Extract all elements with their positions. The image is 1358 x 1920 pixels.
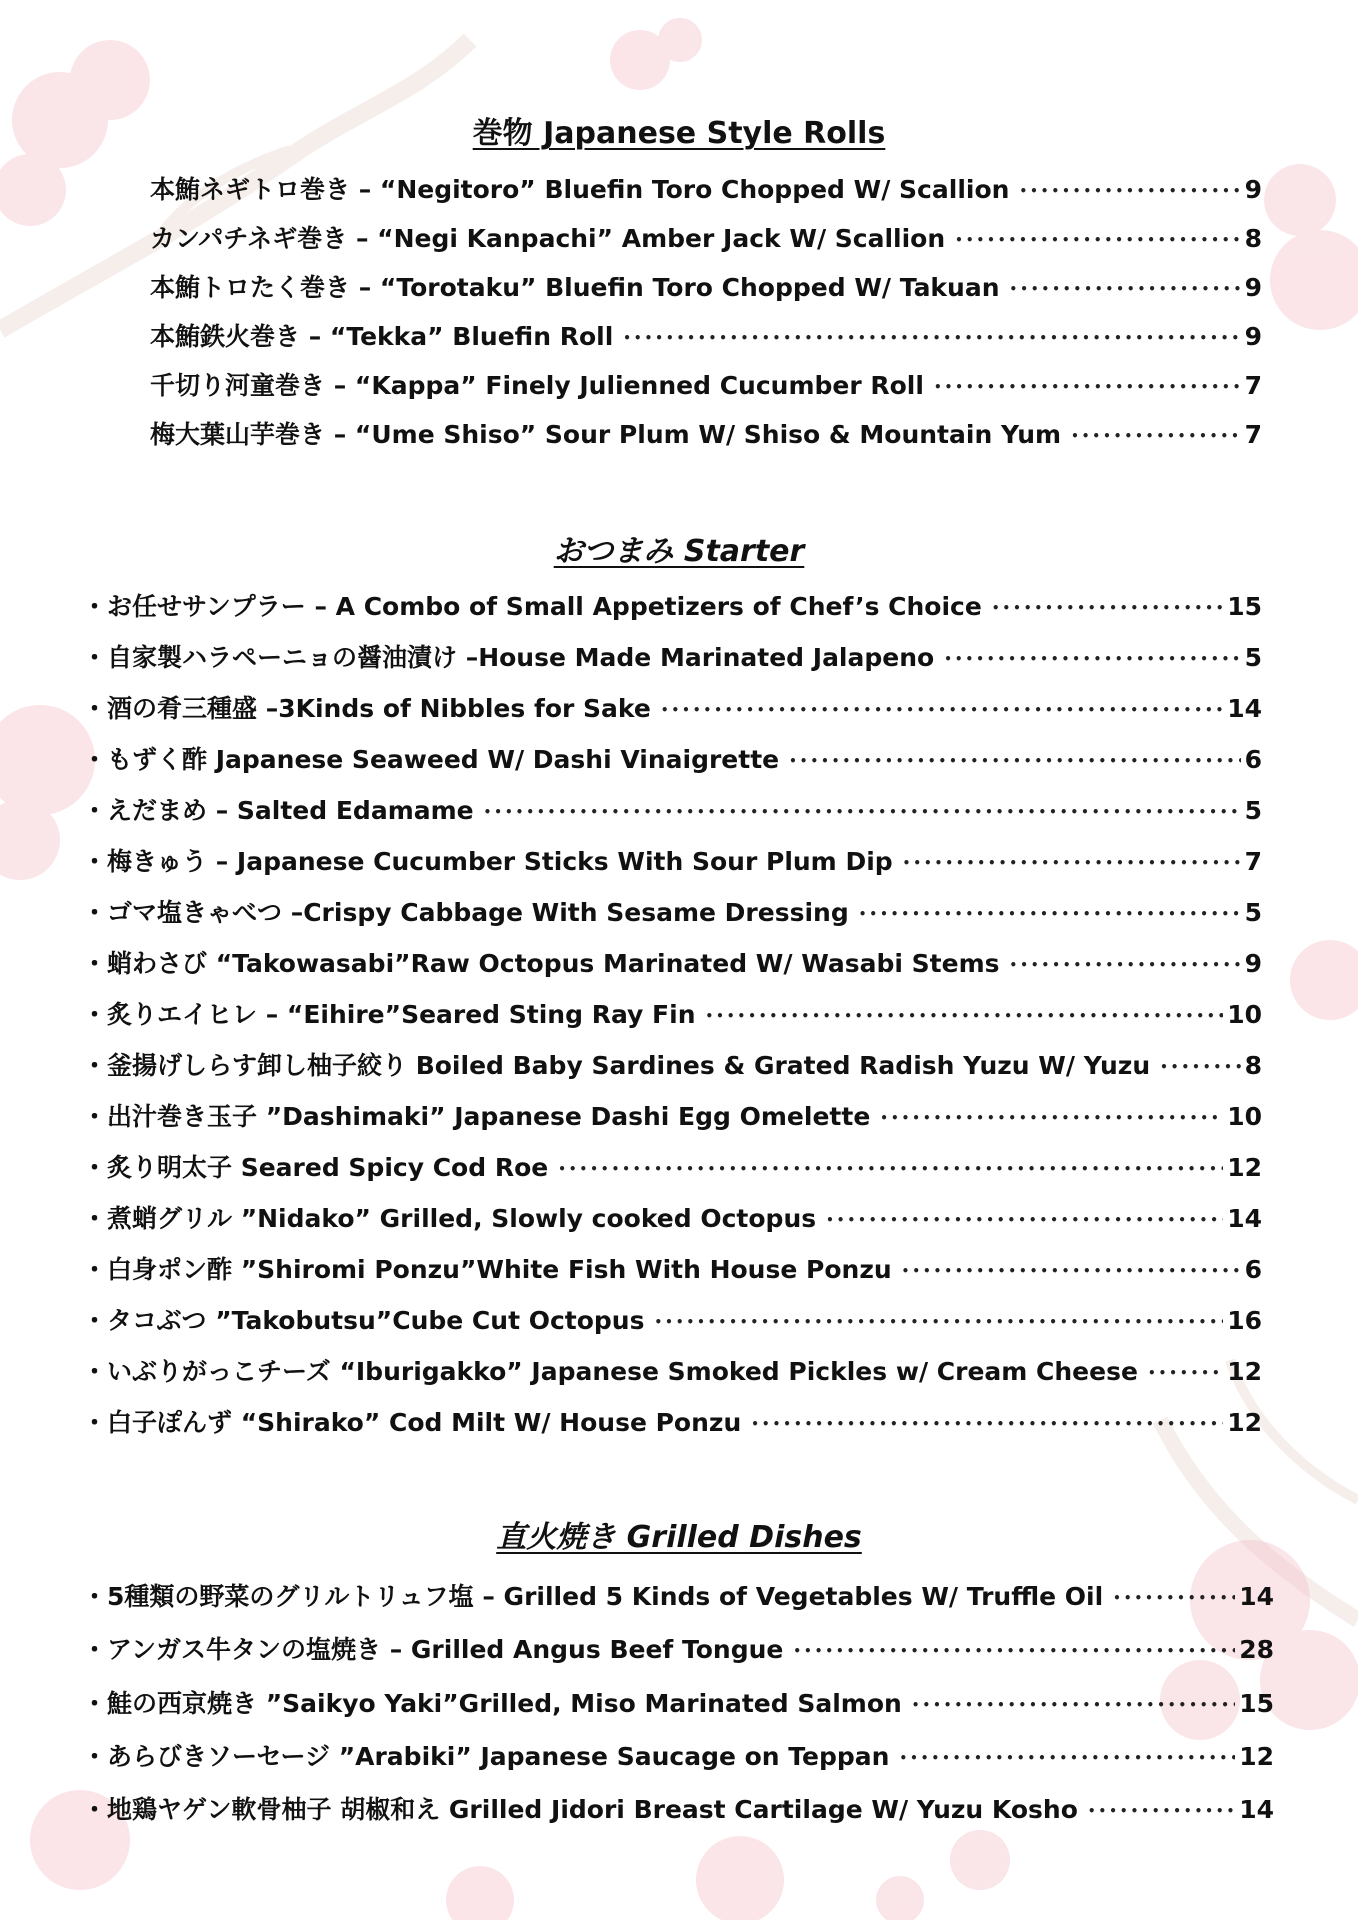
menu-item: ・お任せサンプラー – A Combo of Small Appetizers of Chef’s Choice ••••• 15 — [82, 587, 1262, 621]
menu-item: ・炙り明太子 Seared Spicy Cod Roe ••••• 12 — [82, 1148, 1262, 1182]
menu-item: 梅大葉山芋巻き – “Ume Shiso” Sour Plum W/ Shiso & Mountain Yum ••••• 7 — [150, 415, 1262, 449]
menu-item: 本鮪トロたく巻き – “Torotaku” Bluefin Toro Chopped W/ Takuan ••••• 9 — [150, 268, 1262, 302]
menu-item: ・酒の肴三種盛 –3Kinds of Nibbles for Sake ••••• 14 — [82, 689, 1262, 723]
menu-item: ・釜揚げしらす卸し柚子絞り Boiled Baby Sardines & Grated Radish Yuzu W/ Yuzu ••••• 8 — [82, 1046, 1262, 1080]
section-title-rolls: 巻物 Japanese Style Rolls — [472, 116, 886, 151]
menu-item: ・鮭の西京焼き ”Saikyo Yaki”Grilled, Miso Marinated Salmon ••••• 15 — [82, 1684, 1274, 1718]
menu-item: ・アンガス牛タンの塩焼き – Grilled Angus Beef Tongue ••••• 28 — [82, 1630, 1274, 1664]
menu-item: ・梅きゅう – Japanese Cucumber Sticks With Sour Plum Dip ••••• 7 — [82, 842, 1262, 876]
menu-item: ・ゴマ塩きゃべつ –Crispy Cabbage With Sesame Dressing ••••• 5 — [82, 893, 1262, 927]
section-title-starter: おつまみ Starter — [553, 534, 805, 569]
menu-item: 本鮪ネギトロ巻き – “Negitoro” Bluefin Toro Chopped W/ Scallion ••••• 9 — [150, 170, 1262, 204]
menu-item: カンパチネギ巻き – “Negi Kanpachi” Amber Jack W/ Scallion ••••• 8 — [150, 219, 1262, 253]
menu-item: 本鮪鉄火巻き – “Tekka” Bluefin Roll ••••• 9 — [150, 317, 1262, 351]
menu-item: ・白子ぽんず “Shirako” Cod Milt W/ House Ponzu ••••• 12 — [82, 1403, 1262, 1437]
menu-item: ・5種類の野菜のグリルトリュフ塩 – Grilled 5 Kinds of Vegetables W/ Truffle Oil ••••• 14 — [82, 1577, 1274, 1611]
menu-item: ・あらびきソーセージ ”Arabiki” Japanese Saucage on Teppan ••••• 12 — [82, 1737, 1274, 1771]
menu-item: ・地鶏ヤゲン軟骨柚子 胡椒和え Grilled Jidori Breast Cartilage W/ Yuzu Kosho ••••• 14 — [82, 1790, 1274, 1824]
menu-item: ・いぶりがっこチーズ “Iburigakko” Japanese Smoked Pickles w/ Cream Cheese ••••• 12 — [82, 1352, 1262, 1386]
menu-item: ・出汁巻き玉子 ”Dashimaki” Japanese Dashi Egg Omelette ••••• 10 — [82, 1097, 1262, 1131]
menu-item: ・えだまめ – Salted Edamame ••••• 5 — [82, 791, 1262, 825]
menu-item: ・自家製ハラペーニョの醤油漬け –House Made Marinated Jalapeno ••••• 5 — [82, 638, 1262, 672]
menu-item: ・煮蛸グリル ”Nidako” Grilled, Slowly cooked Octopus ••••• 14 — [82, 1199, 1262, 1233]
menu-item: ・炙りエイヒレ – “Eihire”Seared Sting Ray Fin ••••• 10 — [82, 995, 1262, 1029]
menu-item: ・蛸わさび “Takowasabi”Raw Octopus Marinated W/ Wasabi Stems ••••• 9 — [82, 944, 1262, 978]
menu-item: 千切り河童巻き – “Kappa” Finely Julienned Cucumber Roll ••••• 7 — [150, 366, 1262, 400]
menu-item: ・タコぶつ ”Takobutsu”Cube Cut Octopus ••••• 16 — [82, 1301, 1262, 1335]
section-title-grilled: 直火焼き Grilled Dishes — [496, 1520, 862, 1555]
menu-item: ・もずく酢 Japanese Seaweed W/ Dashi Vinaigrette ••••• 6 — [82, 740, 1262, 774]
menu-item: ・白身ポン酢 ”Shiromi Ponzu”White Fish With House Ponzu ••••• 6 — [82, 1250, 1262, 1284]
